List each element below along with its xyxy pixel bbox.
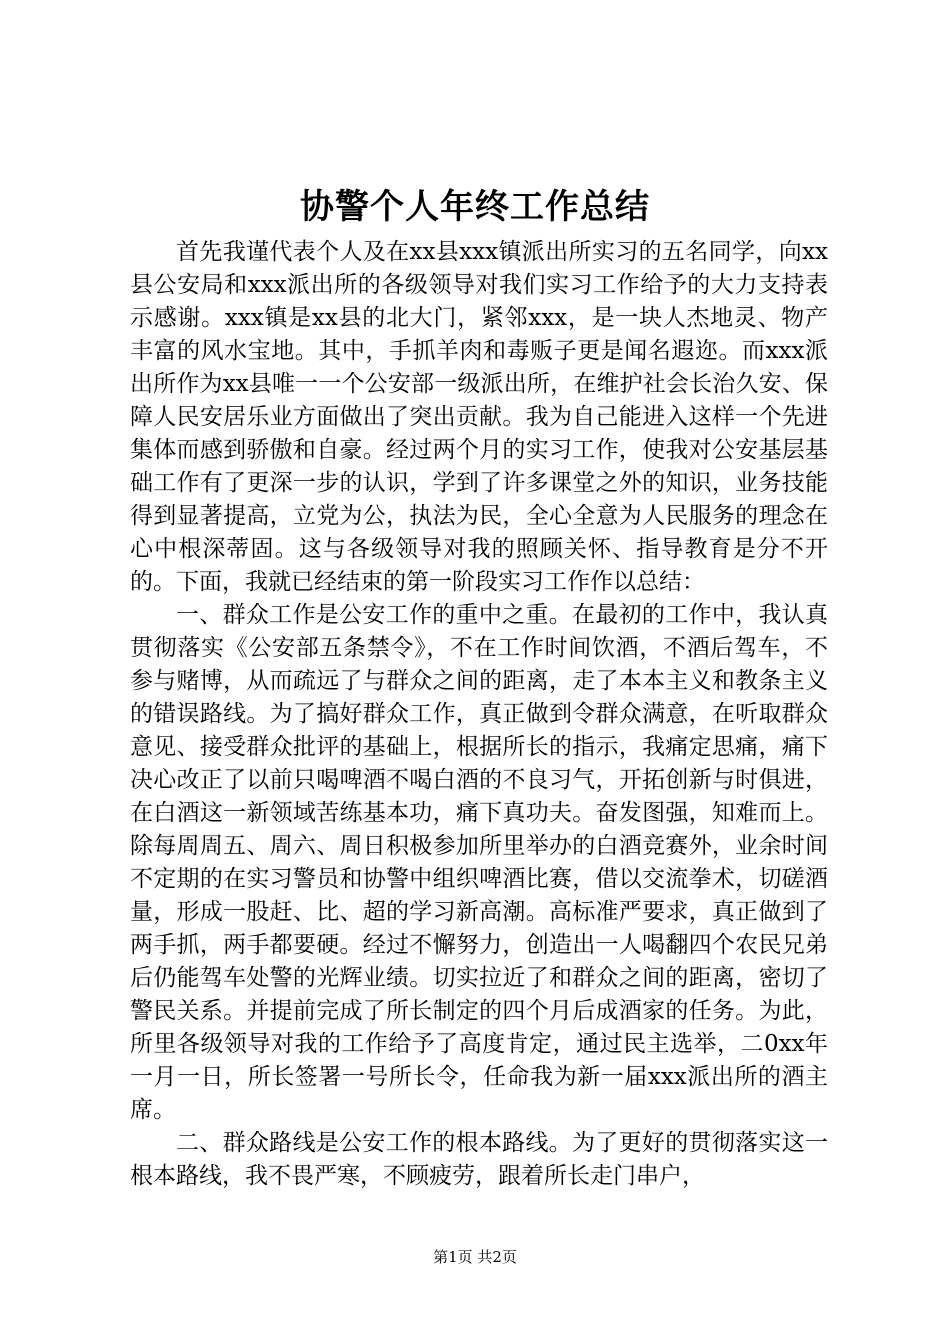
document-title: 协警个人年终工作总结 [300, 187, 650, 227]
paragraph-section-2: 二、群众路线是公安工作的根本路线。为了更好的贯彻落实这一根本路线，我不畏严寒，不顾疲劳，跟着所长走门串户， [130, 1130, 828, 1189]
page-number-footer: 第1页 共2页 [433, 1248, 517, 1266]
paragraph-section-1: 一、群众工作是公安工作的重中之重。在最初的工作中，我认真贯彻落实《公安部五条禁令》，不在工作时间饮酒，不酒后驾车，不参与赌博，从而疏远了与群众之间的距离，走了本本主义和教条主义的错误路线。为了搞好群众工作，真正做到令群众满意，在听取群众意见、接受群众批评的基础上，根据所长的指示，我痛定思痛，痛下决心改正了以前只喝啤酒不喝白酒的不良习气，开拓创新与时俱进，在白酒这一新领域苦练基本功，痛下真功夫。奋发图强，知难而上。除每周周五、周六、周日积极参加所里举办的白酒竞赛外，业余时间不定期的在实习警员和协警中组织啤酒比赛，借以交流拳术，切磋酒量，形成一股赶、比、超的学习新高潮。高标准严要求，真正做到了两手抓，两手都要硬。经过不懈努力，创造出一人喝翻四个农民兄弟后仍能驾车处警的光辉业绩。切实拉近了和群众之间的距离，密切了警民关系。并提前完成了所长制定的四个月后成酒家的任务。为此，所里各级领导对我的工作给予了高度肯定，通过民主选举，二0xx年一月一日，所长签署一号所长令，任命我为新一届xxx派出所的酒主席。 [130, 602, 828, 1123]
paragraph-intro: 首先我谨代表个人及在xx县xxx镇派出所实习的五名同学，向xx县公安局和xxx派出所的各级领导对我们实习工作给予的大力支持表示感谢。xxx镇是xx县的北大门，紧邻xxx，是一块人杰地灵、物产丰富的风水宝地。其中，手抓羊肉和毒贩子更是闻名遐迩。而xxx派出所作为xx县唯一一个公安部一级派出所，在维护社会长治久安、保障人民安居乐业方面做出了突出贡献。我为自己能进入这样一个先进集体而感到骄傲和自豪。经过两个月的实习工作，使我对公安基层基础工作有了更深一步的认识，学到了许多课堂之外的知识，业务技能得到显著提高，立党为公，执法为民，全心全意为人民服务的理念在心中根深蒂固。这与各级领导对我的照顾关怀、指导教育是分不开的。下面，我就已经结束的第一阶段实习工作作以总结： [130, 239, 828, 595]
document-body [130, 236, 828, 1193]
